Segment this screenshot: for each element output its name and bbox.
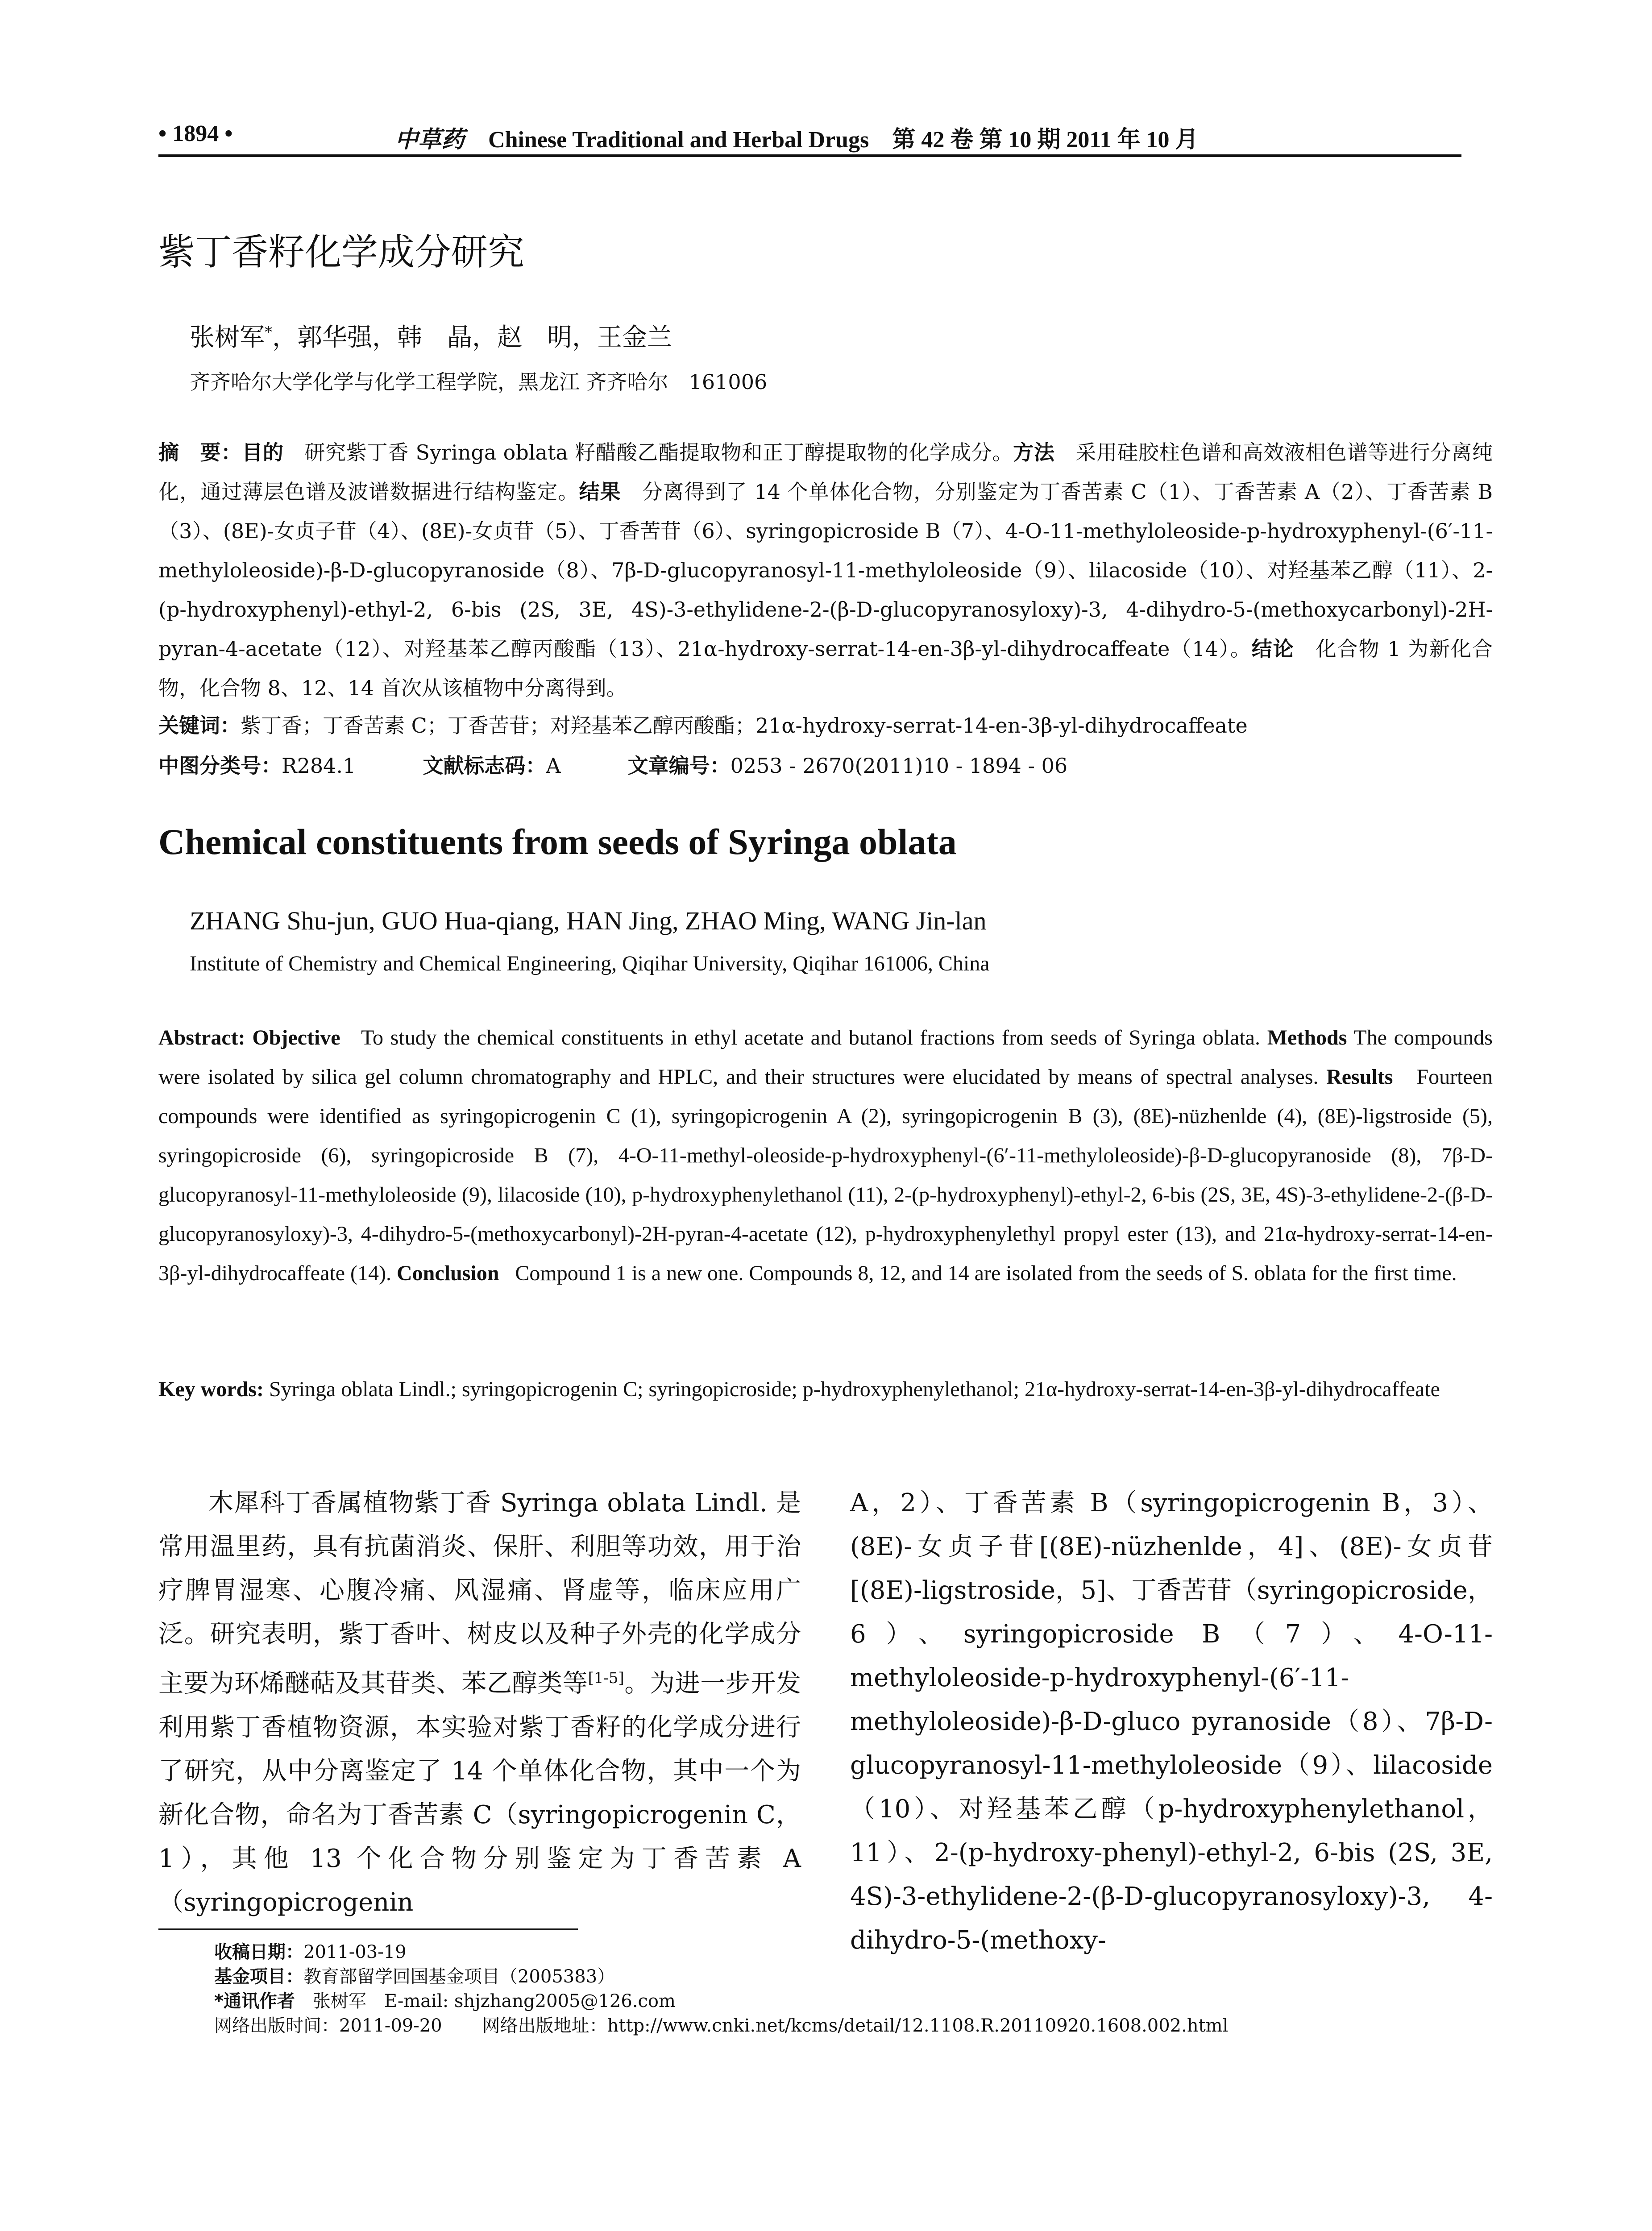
abstract-en-label: Abstract: [158,1026,245,1049]
corresponding-mark: * [265,323,272,341]
clc-label: 中图分类号： [158,754,282,778]
journal-title [395,120,1198,154]
abstract-en-conclusion-label: Conclusion [396,1261,499,1285]
abstract-english [158,1018,1493,1293]
doc-code-value: A [546,754,561,778]
doc-code-label: 文献标志码： [423,754,546,778]
abstract-en-methods: The compounds were isolated by silica gel column chromatography and HPLC, and their structures were elucidated by means of spectral analyses. [158,1026,1493,1089]
received-label: 收稿日期： [214,1942,303,1962]
authors-chinese-rest: ，郭华强，韩 晶，赵 明，王金兰 [272,323,672,352]
received-date: 2011-03-19 [303,1942,407,1962]
body-paragraph-left [158,1481,801,1924]
article-number-label: 文章编号： [627,754,731,778]
abstract-cn-label: 摘 要： [158,440,242,464]
footnote-online [214,2015,1228,2037]
online-address-link[interactable]: http://www.cnki.net/kcms/detail/12.1108.R.20110920.1608.002.html [607,2015,1229,2036]
online-time-value: 2011-09-20 [339,2015,442,2036]
abstract-cn-methods-label: 方法 [1013,440,1055,464]
authors-chinese-first: 张树军 [190,323,265,352]
corresponding-label: *通讯作者 [214,1991,295,2011]
clc-value: R284.1 [282,754,356,778]
keywords-en-label: Key words: [158,1377,264,1401]
journal-name-en-issue: Chinese Traditional and Herbal Drugs 第 42 卷 第 10 期 2011 年 10 月 [488,127,1199,153]
affiliation-chinese: 齐齐哈尔大学化学与化学工程学院，黑龙江 齐齐哈尔 161006 [190,370,768,394]
online-address-label: 网络出版地址： [482,2015,607,2036]
online-time-label: 网络出版时间： [214,2015,339,2036]
keywords-cn-text: 紫丁香；丁香苦素 C；丁香苦苷；对羟基苯乙醇丙酸酯；21α-hydroxy-serrat-14-en-3β-yl-dihydrocaffeate [241,713,1248,738]
abstract-cn-results: 分离得到了 14 个单体化合物，分别鉴定为丁香苦素 C（1）、丁香苦素 A（2）、丁香苦素 B（3）、(8E)-女贞子苷（4）、(8E)-女贞苷（5）、丁香苦苷（6）、syringopicroside B（7）、4-O-11-methyloleoside-p-hydroxyphenyl-(6′-11-methyloleoside)-β-D-glucopyranoside（8）、7β-D-glucopyranosyl-11-methyloleoside（9）、lilacoside（10）、对羟基苯乙醇（11）、2-(p-hydroxyphenyl)-ethyl-2, 6-bis (2S, 3E, 4S)-3-ethylidene-2-(β-D-glucopyranosyloxy)-3, 4-dihydro-5-(methoxycarbonyl)-2H-pyran-4-acetate（12）、对羟基苯乙醇丙酸酯（13）、21α-hydroxy-serrat-14-en-3β-yl-dihydrocaffeate（14）。 [158,480,1493,661]
keywords-chinese [158,709,1248,739]
abstract-cn-objective: 研究紫丁香 Syringa oblata 籽醋酸乙酯提取物和正丁醇提取物的化学成分。 [304,440,1013,464]
authors-chinese [190,318,672,353]
fund-label: 基金项目： [214,1966,303,1987]
keywords-english [158,1370,1493,1409]
abstract-cn-methods: 采用硅胶柱色谱和高效液相色谱等进行分离纯化，通过薄层色谱及波谱数据进行结构鉴定。 [158,440,1493,504]
abstract-en-conclusion: Compound 1 is a new one. Compounds 8, 12, and 14 are isolated from the seeds of S. oblata for the first time. [515,1261,1457,1285]
article-number-value: 0253 - 2670(2011)10 - 1894 - 06 [730,754,1068,778]
abstract-chinese [158,433,1493,708]
body-column-left [158,1481,801,1924]
keywords-cn-label: 关键词： [158,713,241,738]
abstract-cn-results-label: 结果 [579,480,621,504]
corresponding-value: 张树军 E-mail: shjzhang2005@126.com [312,1991,676,2011]
abstract-cn-conclusion: 化合物 1 为新化合物，化合物 8、12、14 首次从该植物中分离得到。 [158,637,1493,700]
body-left-continued: 。为进一步开发利用紫丁香植物资源，本实验对紫丁香籽的化学成分进行了研究，从中分离鉴定了 14 个单体化合物，其中一个为新化合物，命名为丁香苦素 C（syringopicrogenin C，1），其他 13 个化合物分别鉴定为丁香苦素 A（syringopicrogenin [158,1669,801,1917]
abstract-en-results: Fourteen compounds were identified as syringopicrogenin C (1), syringopicrogenin A (2), syringopicrogenin B (3), (8E)-nüzhenlde (4), (8E)-ligstroside (5), syringopicroside (6), syringopicroside B (7), 4-O-11-methyl-oleoside-p-hydroxyphenyl-(6′-11-methyloleoside)-β-D-glucopyranoside (8), 7β-D-glucopyranosyl-11-methyloleoside (9), lilacoside (10), p-hydroxyphenylethanol (11), 2-(p-hydroxyphenyl)-ethyl-2, 6-bis (2S, 3E, 4S)-3-ethylidene-2-(β-D-glucopyranosyloxy)-3, 4-dihydro-5-(methoxycarbonyl)-2H-pyran-4-acetate (12), p-hydroxyphenylethyl propyl ester (13), and 21α-hydroxy-serrat-14-en-3β-yl-dihydrocaffeate (14). [158,1065,1493,1285]
footnote-corresponding [214,1990,676,2012]
abstract-en-methods-label: Methods [1267,1026,1347,1049]
body-column-right [850,1481,1493,1962]
title-english: Chemical constituents from seeds of Syringa oblata [158,821,957,862]
affiliation-english: Institute of Chemistry and Chemical Engineering, Qiqihar University, Qiqihar 161006, China [190,952,990,975]
running-header [158,117,1461,152]
body-left-text: 木犀科丁香属植物紫丁香 Syringa oblata Lindl. 是常用温里药，具有抗菌消炎、保肝、利胆等功效，用于治疗脾胃湿寒、心腹冷痛、风湿痛、肾虚等，临床应用广泛。研究表明，紫丁香叶、树皮以及种子外壳的化学成分主要为环烯醚萜及其苷类、苯乙醇类等 [158,1489,801,1698]
authors-english: ZHANG Shu-jun, GUO Hua-qiang, HAN Jing, ZHAO Ming, WANG Jin-lan [190,906,987,935]
page-number: • 1894 • [158,121,233,146]
abstract-cn-conclusion-label: 结论 [1251,637,1295,661]
footnote-fund [214,1966,615,1988]
abstract-cn-objective-label: 目的 [242,440,284,464]
abstract-en-results-label: Results [1326,1065,1393,1089]
abstract-en-objective-label: Objective [252,1026,340,1049]
keywords-en-text: Syringa oblata Lindl.; syringopicrogenin C; syringopicroside; p-hydroxyphenylethanol; 21α-hydroxy-serrat-14-en-3β-yl-dihydrocaffeate [269,1377,1440,1401]
fund-value: 教育部留学回国基金项目（2005383） [303,1966,615,1987]
header-rule [158,154,1461,157]
abstract-en-objective: To study the chemical constituents in ethyl acetate and butanol fractions from seeds of Syringa oblata. [361,1026,1260,1049]
footnote-rule [158,1928,578,1930]
footnote-received [214,1941,407,1963]
body-paragraph-right: A，2）、丁香苦素 B（syringopicrogenin B，3）、(8E)-女贞子苷[(8E)-nüzhenlde，4]、(8E)-女贞苷[(8E)-ligstroside，5]、丁香苦苷（syringopicroside，6）、syringopicroside B（7）、4-O-11-methyloleoside-p-hydroxyphenyl-(6′-11-methyloleoside)-β-D-gluco pyranoside（8）、7β-D-glucopyranosyl-11-methyloleoside（9）、lilacoside（10）、对羟基苯乙醇（p-hydroxyphenylethanol，11）、2-(p-hydroxy-phenyl)-ethyl-2, 6-bis (2S, 3E, 4S)-3-ethylidene-2-(β-D-glucopyranosyloxy)-3, 4-dihydro-5-(methoxy- [850,1489,1493,1955]
journal-name-cn: 中草药 [395,126,465,153]
citation-ref: [1-5] [588,1669,624,1687]
title-chinese: 紫丁香籽化学成分研究 [158,231,525,274]
classification-line [158,750,1067,779]
